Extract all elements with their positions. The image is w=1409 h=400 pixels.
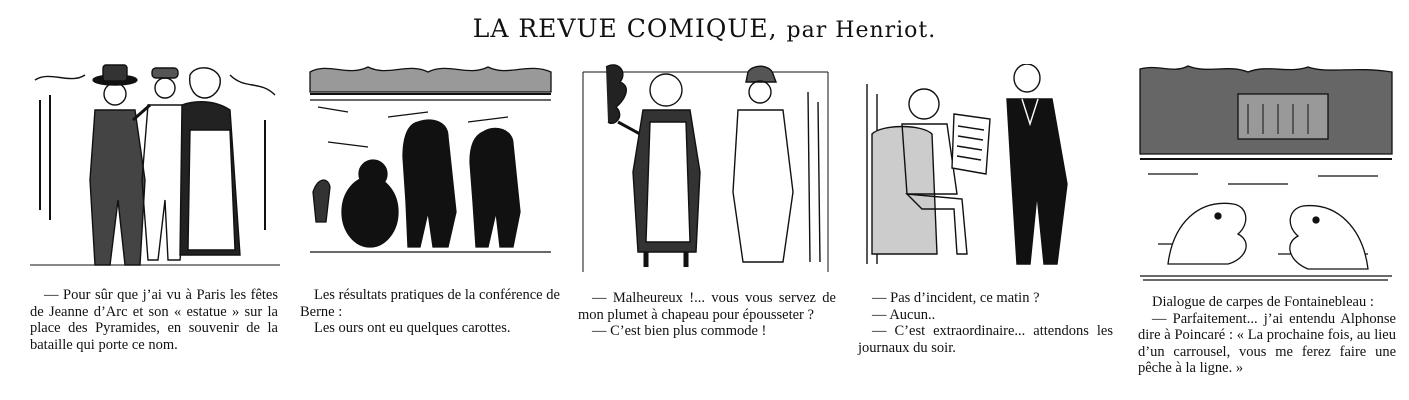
panel-1-illustration xyxy=(30,60,280,275)
caption-line: Les résultats pratiques de la conférence de Berne : xyxy=(300,287,560,320)
caption-line: — Pas d’incident, ce matin ? xyxy=(872,290,1040,306)
panel-5-illustration xyxy=(1138,64,1394,284)
page-title xyxy=(0,14,1409,43)
title-byline: par Henriot. xyxy=(786,18,937,43)
caption-line: — Malheureux !... vous vous servez de mon plumet à chapeau pour épousseter ? xyxy=(578,290,836,323)
panel-2-caption xyxy=(300,287,560,337)
caption-line: — Parfaitement... j’ai entendu Alphonse dire à Poincaré : « La prochaine fois, au lieu d’un carrousel, vous me ferez faire une pêche à la ligne. » xyxy=(1138,310,1396,376)
caption-line: Dialogue de carpes de Fontainebleau : xyxy=(1152,294,1374,310)
bears-in-pit-illustration xyxy=(308,62,553,257)
caption-line: Les ours ont eu quelques carottes. xyxy=(314,320,511,336)
panel-3-illustration xyxy=(578,62,833,277)
man-with-feather-duster-illustration xyxy=(578,62,833,277)
panel-2-illustration xyxy=(308,62,553,257)
men-reading-newspaper-illustration xyxy=(862,64,1092,279)
three-figures-talking-illustration xyxy=(30,60,280,275)
panel-4-caption xyxy=(858,290,1113,356)
panel-3-caption xyxy=(578,290,836,340)
panel-5-caption xyxy=(1138,294,1396,377)
panel-1-caption xyxy=(30,287,278,353)
panel-4-illustration xyxy=(862,64,1092,279)
carps-in-pond-illustration xyxy=(1138,64,1394,284)
title-main: LA REVUE COMIQUE, xyxy=(472,14,778,43)
caption-line: — C’est bien plus commode ! xyxy=(592,323,767,339)
caption-line: — Aucun.. xyxy=(872,306,936,323)
caption-line: — Pour sûr que j’ai vu à Paris les fêtes de Jeanne d’Arc et son « estatue » sur la place des Pyramides, en souvenir de la bataille qui porte ce nom. xyxy=(30,287,278,353)
caption-line: — C’est extraordinaire... attendons les journaux du soir. xyxy=(858,323,1113,356)
